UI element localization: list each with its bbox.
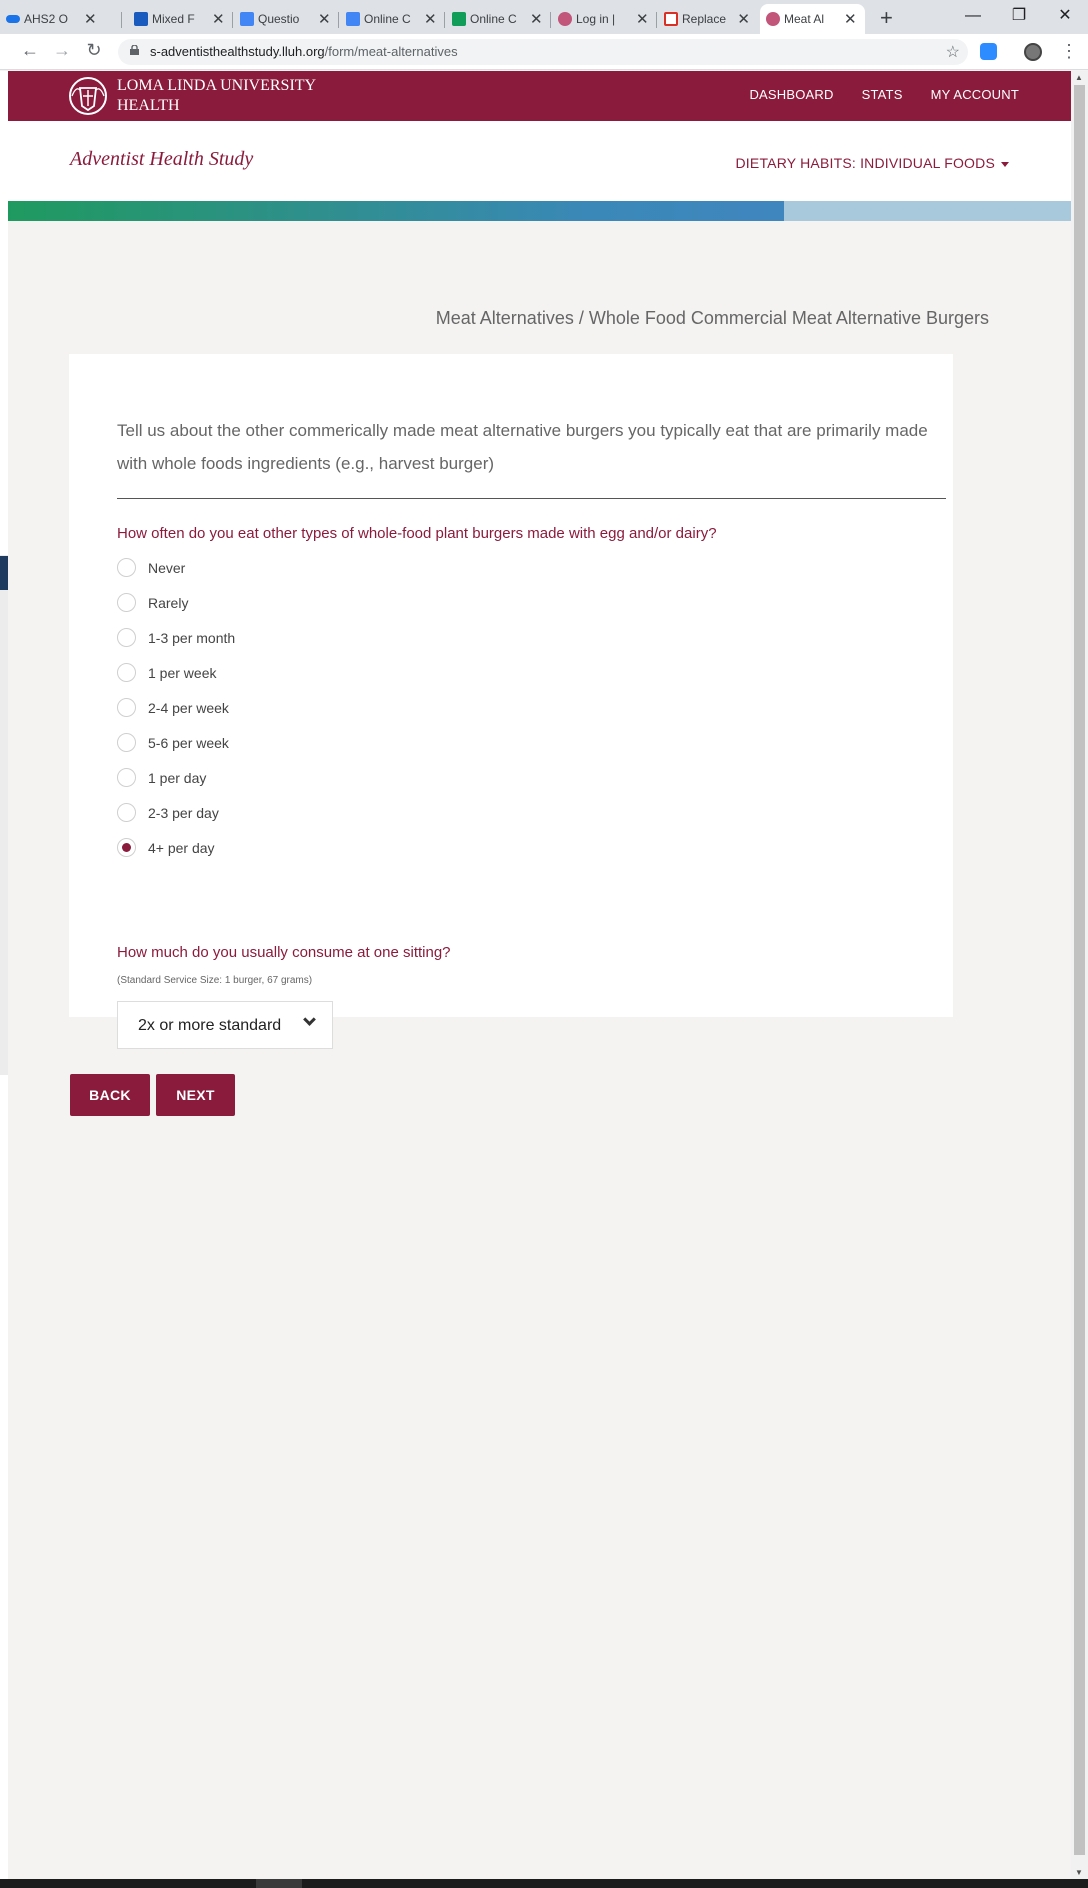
docs-icon bbox=[240, 12, 254, 26]
browser-tab[interactable] bbox=[446, 4, 551, 34]
tab-title: Meat Al bbox=[784, 12, 825, 26]
close-tab-icon[interactable]: ✕ bbox=[212, 10, 225, 28]
word-icon bbox=[134, 12, 148, 26]
reload-icon[interactable]: ↻ bbox=[86, 40, 102, 60]
close-tab-icon[interactable]: ✕ bbox=[636, 10, 649, 28]
option-label: 1 per day bbox=[148, 769, 207, 786]
browser-tab[interactable] bbox=[0, 4, 122, 34]
option-label: 4+ per day bbox=[148, 839, 215, 856]
radio-button[interactable] bbox=[117, 698, 136, 717]
serving-size-note: (Standard Service Size: 1 burger, 67 grams) bbox=[117, 975, 313, 986]
browser-tab[interactable] bbox=[552, 4, 657, 34]
browser-tab[interactable] bbox=[658, 4, 758, 34]
close-tab-icon[interactable]: ✕ bbox=[318, 10, 331, 28]
site-header bbox=[8, 71, 1071, 121]
close-tab-icon[interactable]: ✕ bbox=[844, 10, 857, 28]
option-label: 2-4 per week bbox=[148, 699, 229, 716]
scroll-up-arrow-icon[interactable]: ▲ bbox=[1075, 73, 1083, 82]
address-bar[interactable] bbox=[118, 39, 968, 65]
tab-title: Online C bbox=[364, 12, 411, 26]
radio-button[interactable] bbox=[117, 558, 136, 577]
radio-button[interactable] bbox=[117, 803, 136, 822]
left-window-edge bbox=[0, 71, 8, 1879]
close-tab-icon[interactable]: ✕ bbox=[530, 10, 543, 28]
radio-button[interactable] bbox=[117, 593, 136, 612]
profile-avatar[interactable] bbox=[1024, 43, 1042, 61]
section-dropdown[interactable] bbox=[736, 155, 1010, 171]
docs-icon bbox=[346, 12, 360, 26]
caret-down-icon bbox=[1001, 162, 1009, 167]
close-tab-icon[interactable]: ✕ bbox=[84, 10, 97, 28]
question-card bbox=[69, 354, 953, 1034]
back-arrow-icon[interactable]: ← bbox=[21, 40, 39, 60]
scrollbar-thumb[interactable] bbox=[1074, 85, 1085, 1855]
browser-tab[interactable] bbox=[128, 4, 233, 34]
tab-title: Log in | bbox=[576, 12, 616, 26]
radio-button[interactable] bbox=[117, 628, 136, 647]
frequency-question: How often do you eat other types of whole-food plant burgers made with egg and/or dairy? bbox=[117, 525, 717, 542]
sheets-icon bbox=[452, 12, 466, 26]
nav-stats[interactable]: STATS bbox=[861, 87, 903, 102]
scroll-down-arrow-icon[interactable]: ▼ bbox=[1075, 1868, 1083, 1877]
frequency-option[interactable] bbox=[117, 760, 235, 795]
top-navigation bbox=[749, 87, 1019, 102]
radio-button[interactable] bbox=[117, 733, 136, 752]
breadcrumb: Meat Alternatives / Whole Food Commercial Meat Alternative Burgers bbox=[435, 308, 989, 328]
study-subheader bbox=[8, 121, 1071, 201]
browser-tab-active[interactable] bbox=[760, 4, 865, 34]
next-button[interactable]: NEXT bbox=[156, 1074, 235, 1116]
divider bbox=[117, 498, 946, 499]
frequency-option[interactable] bbox=[117, 725, 235, 760]
option-label: 1 per week bbox=[148, 664, 217, 681]
lock-icon bbox=[130, 45, 139, 55]
option-label: 2-3 per day bbox=[148, 804, 219, 821]
bookmark-star-icon[interactable]: ☆ bbox=[945, 44, 960, 61]
frequency-option[interactable] bbox=[117, 585, 235, 620]
frequency-option[interactable] bbox=[117, 690, 235, 725]
frequency-options bbox=[117, 550, 235, 865]
browser-tab-bar bbox=[0, 0, 1088, 34]
minimize-button[interactable]: — bbox=[965, 7, 981, 24]
survey-progress-bar bbox=[8, 201, 1071, 221]
brand-line: LOMA LINDA UNIVERSITY bbox=[117, 77, 317, 94]
close-tab-icon[interactable]: ✕ bbox=[737, 10, 750, 28]
gmail-icon bbox=[664, 12, 678, 26]
section-intro: Tell us about the other commerically made meat alternative burgers you typically eat that are primarily made with whole foods ingredients (e.g., harvest burger) bbox=[117, 421, 928, 473]
portion-question: How much do you usually consume at one sitting? bbox=[117, 944, 451, 961]
nav-dashboard[interactable]: DASHBOARD bbox=[749, 87, 834, 102]
frequency-option[interactable] bbox=[117, 550, 235, 585]
chevron-down-icon bbox=[303, 1013, 316, 1026]
portion-select[interactable] bbox=[117, 1001, 333, 1049]
browser-toolbar bbox=[0, 34, 1088, 70]
llu-icon bbox=[766, 12, 780, 26]
page-scrollbar[interactable] bbox=[1071, 71, 1088, 1879]
option-label: 5-6 per week bbox=[148, 734, 229, 751]
university-brand[interactable] bbox=[117, 76, 316, 116]
new-tab-button[interactable]: + bbox=[880, 5, 893, 30]
radio-button[interactable] bbox=[117, 663, 136, 682]
frequency-option[interactable] bbox=[117, 655, 235, 690]
page-viewport bbox=[8, 71, 1071, 1879]
browser-tab[interactable] bbox=[340, 4, 445, 34]
llu-icon bbox=[558, 12, 572, 26]
frequency-option[interactable] bbox=[117, 830, 235, 865]
nav-my-account[interactable]: MY ACCOUNT bbox=[930, 87, 1019, 102]
brand-line: HEALTH bbox=[117, 97, 180, 114]
option-label: Rarely bbox=[148, 594, 189, 611]
progress-fill bbox=[8, 201, 784, 221]
option-label: 1-3 per month bbox=[148, 629, 236, 646]
tab-title: Questio bbox=[258, 12, 300, 26]
onedrive-icon bbox=[6, 15, 20, 23]
option-label: Never bbox=[148, 559, 186, 576]
radio-button[interactable] bbox=[117, 768, 136, 787]
browser-tab[interactable] bbox=[234, 4, 339, 34]
restore-button[interactable]: ❐ bbox=[1011, 7, 1027, 24]
close-window-button[interactable]: ✕ bbox=[1058, 7, 1072, 24]
tab-title: AHS2 O bbox=[24, 12, 69, 26]
os-taskbar bbox=[0, 1879, 1088, 1888]
tab-title: Replace bbox=[682, 12, 727, 26]
zoom-extension-icon[interactable] bbox=[980, 43, 997, 60]
tab-title: Online C bbox=[470, 12, 517, 26]
back-button[interactable]: BACK bbox=[70, 1074, 150, 1116]
close-tab-icon[interactable]: ✕ bbox=[424, 10, 437, 28]
radio-button[interactable] bbox=[117, 838, 136, 857]
llu-crest-icon bbox=[68, 76, 108, 116]
tab-title: Mixed F bbox=[152, 12, 195, 26]
frequency-option[interactable] bbox=[117, 620, 235, 655]
url-text: s-adventisthealthstudy.lluh.org/form/meat-alternatives bbox=[150, 44, 458, 59]
browser-menu-icon[interactable]: ⋮ bbox=[1060, 41, 1078, 61]
study-title[interactable]: Adventist Health Study bbox=[70, 148, 254, 170]
forward-arrow-icon[interactable]: → bbox=[53, 40, 71, 60]
section-dropdown-label: DIETARY HABITS: INDIVIDUAL FOODS bbox=[735, 155, 995, 171]
portion-select-value: 2x or more standard bbox=[138, 1017, 282, 1034]
frequency-option[interactable] bbox=[117, 795, 235, 830]
